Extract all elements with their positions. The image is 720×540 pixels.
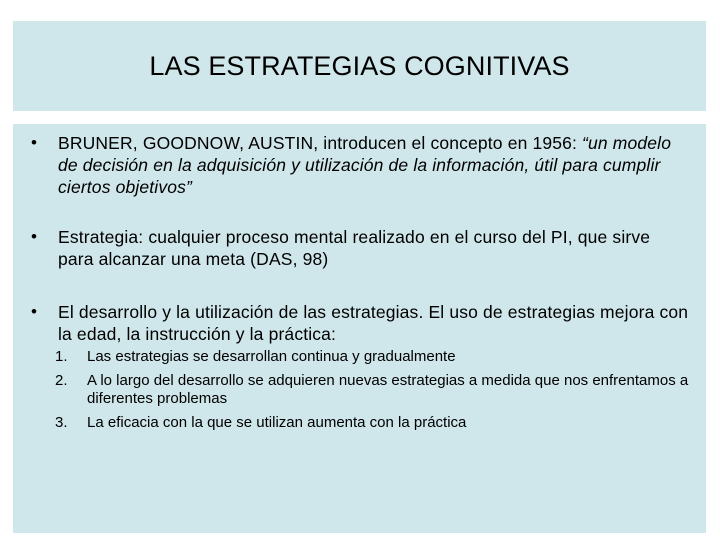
numbered-item-text: A lo largo del desarrollo se adquieren nuevas estrategias a medida que nos enfrentamos a diferentes problemas <box>87 372 689 407</box>
numbered-item-3 <box>55 414 695 432</box>
numbered-list <box>55 348 695 438</box>
bullet-text-2: Estrategia: cualquier proceso mental realizado en el curso del PI, que sirve para alcanzar una meta (DAS, 98) <box>58 227 651 269</box>
numbered-item-text: La eficacia con la que se utilizan aumenta con la práctica <box>87 414 467 431</box>
numbered-item-text: Las estrategias se desarrollan continua y gradualmente <box>87 348 456 365</box>
numbered-item-number: 1. <box>55 348 68 365</box>
bullet-text-1-normal: BRUNER, GOODNOW, AUSTIN, introducen el concepto en 1956: <box>58 133 583 153</box>
slide-title: LAS ESTRATEGIAS COGNITIVAS <box>149 51 570 81</box>
bullet-marker: • <box>31 227 37 246</box>
bullet-text-3: El desarrollo y la utilización de las estrategias. El uso de estrategias mejora con la edad, la instrucción y la práctica: <box>58 302 689 344</box>
numbered-item-1 <box>55 348 695 366</box>
content-box <box>13 124 706 533</box>
bullet-text-1-quote: “un modelo de decisión en la adquisición y utilización de la información, útil para cumplir ciertos objetivos” <box>58 133 672 197</box>
bullet-text-1 <box>58 132 690 198</box>
bullet-marker: • <box>31 133 37 152</box>
numbered-item-2 <box>55 372 695 408</box>
numbered-item-number: 2. <box>55 372 68 389</box>
numbered-item-number: 3. <box>55 414 68 431</box>
title-box <box>13 21 706 111</box>
bullet-marker: • <box>31 302 37 321</box>
